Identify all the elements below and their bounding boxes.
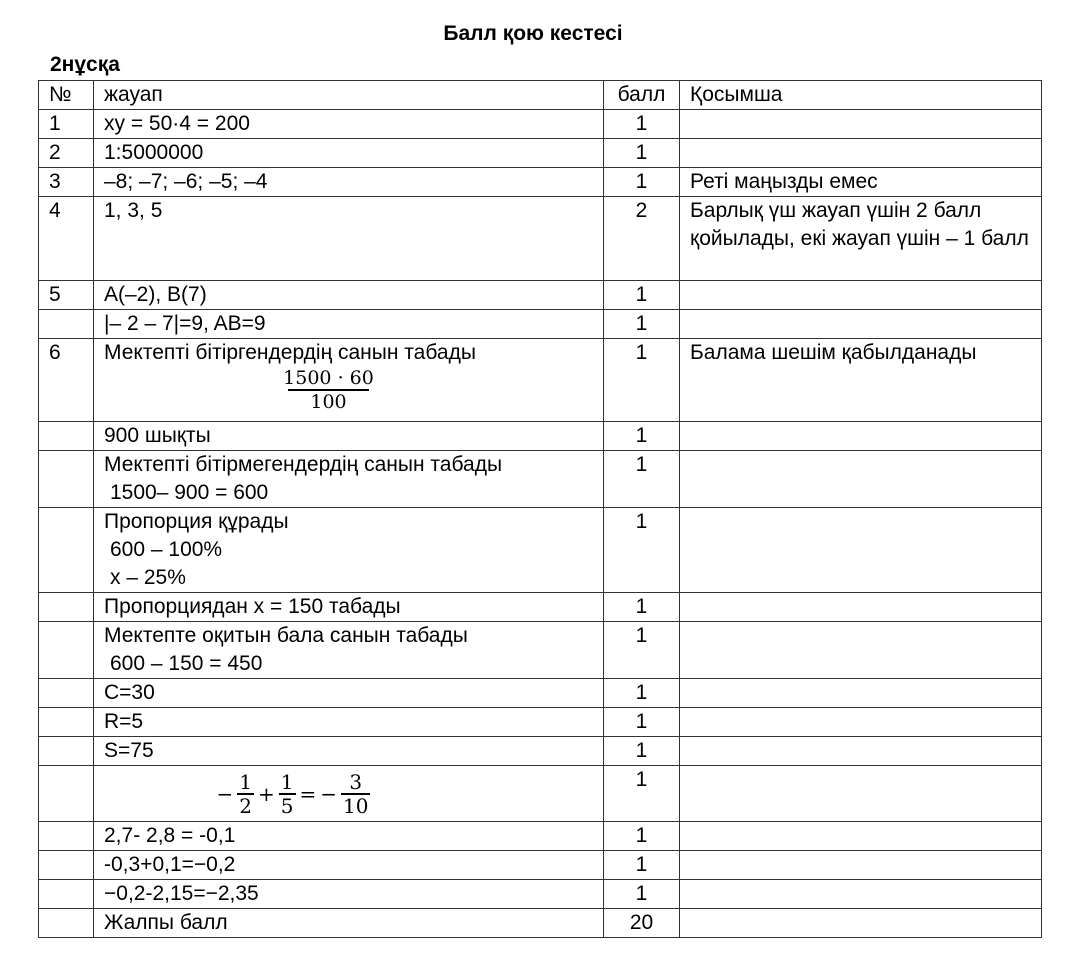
row-answer: 1:5000000 xyxy=(94,139,604,168)
fraction-denominator: 100 xyxy=(288,389,368,413)
row-answer: Мектепті бітірмегендердің санын табады xyxy=(104,453,503,476)
minus-sign: − xyxy=(216,781,234,806)
row-answer: 1, 3, 5 xyxy=(94,197,604,281)
row-num xyxy=(39,766,94,822)
table-row xyxy=(39,679,1042,708)
row-num: 2 xyxy=(39,139,94,168)
row-num xyxy=(39,822,94,851)
row-note xyxy=(680,766,1042,822)
row-num: 1 xyxy=(39,110,94,139)
row-answer: 2,7- 2,8 = -0,1 xyxy=(94,822,604,851)
header-num: № xyxy=(39,81,94,110)
table-row xyxy=(39,508,1042,593)
row-points: 1 xyxy=(604,622,680,679)
row-note: Барлық үш жауап үшін 2 балл қойылады, екі жауап үшін – 1 балл xyxy=(680,197,1042,281)
fraction-b-denominator: 5 xyxy=(280,793,294,818)
fraction-a-numerator: 1 xyxy=(239,769,252,794)
row-note xyxy=(680,508,1042,593)
row-points: 1 xyxy=(604,508,680,593)
row-answer-line2: 600 – 100% xyxy=(110,538,223,561)
row-answer: A(–2), B(7) xyxy=(94,281,604,310)
row-points: 1 xyxy=(604,593,680,622)
row-answer: Пропорциядан x = 150 табады xyxy=(94,593,604,622)
row-num xyxy=(39,737,94,766)
row-points: 1 xyxy=(604,851,680,880)
row-points: 1 xyxy=(604,766,680,822)
table-row xyxy=(39,281,1042,310)
row-note xyxy=(680,110,1042,139)
row-answer: xy = 50·4 = 200 xyxy=(94,110,604,139)
row-answer-cell xyxy=(94,622,604,679)
row-num xyxy=(39,909,94,938)
table-header-row xyxy=(39,81,1042,110)
row-points: 1 xyxy=(604,880,680,909)
scoring-table xyxy=(38,80,1042,938)
row-answer: S=75 xyxy=(94,737,604,766)
header-points: балл xyxy=(604,81,680,110)
row-points: 1 xyxy=(604,110,680,139)
row-num xyxy=(39,708,94,737)
header-answer: жауап xyxy=(94,81,604,110)
table-row xyxy=(39,851,1042,880)
row-note xyxy=(680,737,1042,766)
row-num xyxy=(39,422,94,451)
row-answer-line2: 1500– 900 = 600 xyxy=(110,481,269,504)
fraction-a xyxy=(237,771,254,817)
row-points: 1 xyxy=(604,822,680,851)
minus-sign: − xyxy=(320,781,338,806)
row-answer: |– 2 – 7|=9, AB=9 xyxy=(94,310,604,339)
row-answer: −0,2-2,15=−2,35 xyxy=(94,880,604,909)
total-points: 20 xyxy=(604,909,680,938)
row-note xyxy=(680,679,1042,708)
row-note xyxy=(680,281,1042,310)
equals-sign: = xyxy=(299,781,317,806)
row-note xyxy=(680,851,1042,880)
table-row xyxy=(39,451,1042,508)
table-row xyxy=(39,622,1042,679)
table-row xyxy=(39,737,1042,766)
row-points: 1 xyxy=(604,451,680,508)
row-num xyxy=(39,622,94,679)
row-points: 1 xyxy=(604,339,680,422)
table-row xyxy=(39,168,1042,197)
row-answer-cell xyxy=(94,508,604,593)
row-num xyxy=(39,451,94,508)
row-points: 1 xyxy=(604,737,680,766)
row-note xyxy=(680,822,1042,851)
row-num xyxy=(39,679,94,708)
row-num xyxy=(39,508,94,593)
row-note xyxy=(680,139,1042,168)
row-points: 1 xyxy=(604,281,680,310)
document-title: Балл қою кестесі xyxy=(443,22,623,45)
variant-label: 2нұсқа xyxy=(50,53,120,76)
table-row xyxy=(39,310,1042,339)
row-note xyxy=(680,593,1042,622)
row-answer: -0,3+0,1=−0,2 xyxy=(94,851,604,880)
fraction-numerator: 1500 · 60 xyxy=(283,367,374,389)
table-row xyxy=(39,766,1042,822)
row-answer-cell xyxy=(94,766,604,822)
row-note: Балама шешім қабылданады xyxy=(680,339,1042,422)
table-row xyxy=(39,880,1042,909)
table-row xyxy=(39,593,1042,622)
table-row xyxy=(39,197,1042,281)
row-answer: R=5 xyxy=(94,708,604,737)
row-num xyxy=(39,593,94,622)
row-num: 4 xyxy=(39,197,94,281)
row-num: 6 xyxy=(39,339,94,422)
row-answer-cell xyxy=(94,339,604,422)
row-note: Реті маңызды емес xyxy=(680,168,1042,197)
table-row xyxy=(39,110,1042,139)
row-note xyxy=(680,880,1042,909)
table-row xyxy=(39,822,1042,851)
fraction-c xyxy=(341,771,370,817)
row-note xyxy=(680,451,1042,508)
row-points: 1 xyxy=(604,679,680,708)
row-answer: C=30 xyxy=(94,679,604,708)
row-note xyxy=(680,422,1042,451)
fraction-a-denominator: 2 xyxy=(239,793,252,818)
fraction-c-numerator: 3 xyxy=(349,769,363,794)
row-num xyxy=(39,851,94,880)
row-points: 1 xyxy=(604,168,680,197)
fraction-expression xyxy=(104,771,483,817)
row-answer: Пропорция құрады xyxy=(104,510,289,533)
row-points: 1 xyxy=(604,708,680,737)
row-answer: –8; –7; –6; –5; –4 xyxy=(94,168,604,197)
row-note xyxy=(680,708,1042,737)
row-answer-line2: 600 – 150 = 450 xyxy=(110,652,263,675)
row-answer: 900 шықты xyxy=(94,422,604,451)
table-row xyxy=(39,139,1042,168)
header-note: Қосымша xyxy=(680,81,1042,110)
total-label: Жалпы балл xyxy=(94,909,604,938)
plus-sign: + xyxy=(258,781,275,806)
row-note xyxy=(680,310,1042,339)
fraction-c-denominator: 10 xyxy=(343,793,369,818)
row-note xyxy=(680,622,1042,679)
table-row xyxy=(39,339,1042,422)
row-answer-cell xyxy=(94,451,604,508)
row-note xyxy=(680,909,1042,938)
fraction-b-numerator: 1 xyxy=(280,769,294,794)
row-answer: Мектепте оқитын бала санын табады xyxy=(104,624,468,647)
row-num: 5 xyxy=(39,281,94,310)
row-num: 3 xyxy=(39,168,94,197)
row-answer: Мектепті бітіргендердің санын табады xyxy=(104,341,476,364)
table-row xyxy=(39,422,1042,451)
row-points: 2 xyxy=(604,197,680,281)
row-points: 1 xyxy=(604,139,680,168)
formula-fraction xyxy=(281,367,376,413)
table-row xyxy=(39,708,1042,737)
row-answer-line3: x – 25% xyxy=(110,566,186,589)
fraction-b xyxy=(279,771,296,817)
row-points: 1 xyxy=(604,422,680,451)
total-row xyxy=(39,909,1042,938)
row-num xyxy=(39,880,94,909)
row-points: 1 xyxy=(604,310,680,339)
row-num xyxy=(39,310,94,339)
